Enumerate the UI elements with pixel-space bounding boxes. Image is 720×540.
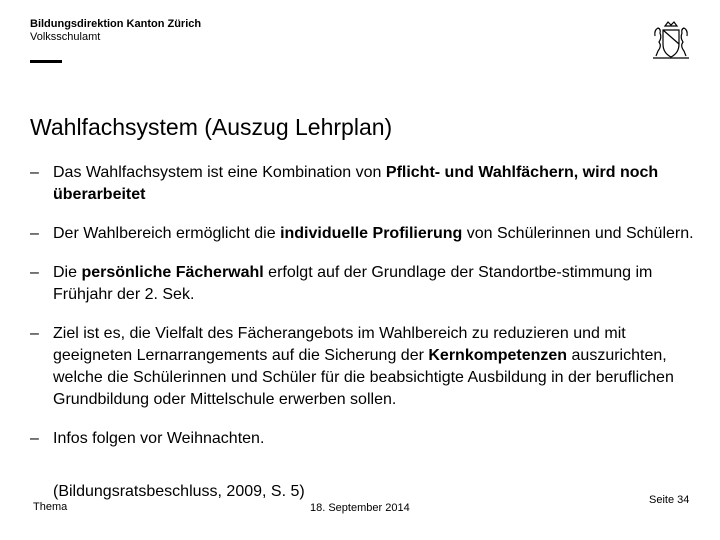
bullet-marker: –: [30, 264, 39, 281]
organization-unit: Volksschulamt: [30, 31, 101, 43]
zurich-lion-coat-of-arms-icon: [650, 20, 692, 62]
bullet-text: von Schülerinnen und Schülern.: [462, 225, 694, 242]
bullet-list: [30, 162, 695, 467]
bullet-item: [30, 162, 695, 206]
bullet-text: Infos folgen vor Weihnachten.: [53, 430, 265, 447]
bullet-emphasis: Kernkompetenzen: [428, 347, 568, 364]
bullet-emphasis: persönliche Fächerwahl: [81, 264, 264, 281]
bullet-text: auszurichten, welche die Schülerinnen und Schüler für die beabsichtigte Ausbildung in der beruflichen Grundbildung oder Mittelschule erwerben sollen.: [53, 347, 674, 408]
organization-name: Bildungsdirektion Kanton Zürich: [30, 18, 202, 30]
bullet-item: [30, 262, 695, 306]
header-rule: [30, 60, 62, 63]
bullet-marker: –: [30, 325, 39, 342]
bullet-emphasis: individuelle Profilierung: [280, 225, 463, 242]
organization-header: [30, 18, 201, 44]
bullet-item: [30, 323, 695, 411]
footer-date: 18. September 2014: [310, 502, 410, 514]
bullet-text: Das Wahlfachsystem ist eine Kombination von: [53, 164, 386, 181]
bullet-text: Der Wahlbereich ermöglicht die: [53, 225, 281, 242]
bullet-item: [30, 428, 695, 450]
bullet-item: [30, 223, 695, 245]
bullet-marker: –: [30, 225, 39, 242]
bullet-emphasis: Pflicht- und Wahlfächern, wird noch überarbeitet: [53, 164, 659, 203]
slide-title: Wahlfachsystem (Auszug Lehrplan): [30, 114, 393, 140]
page-number: Seite 34: [649, 494, 690, 506]
source-citation: (Bildungsratsbeschluss, 2009, S. 5): [53, 483, 305, 500]
bullet-marker: –: [30, 164, 39, 181]
footer-topic: Thema: [33, 501, 68, 513]
bullet-text: Die: [53, 264, 82, 281]
bullet-marker: –: [30, 430, 39, 447]
bullet-text: Ziel ist es, die Vielfalt des Fächerangebots im Wahlbereich zu reduzieren und mit geeigneten Lernarrangements auf die Sicherung der: [53, 325, 626, 364]
bullet-text: erfolgt auf der Grundlage der Standortbe-stimmung im Frühjahr der 2. Sek.: [53, 264, 653, 303]
